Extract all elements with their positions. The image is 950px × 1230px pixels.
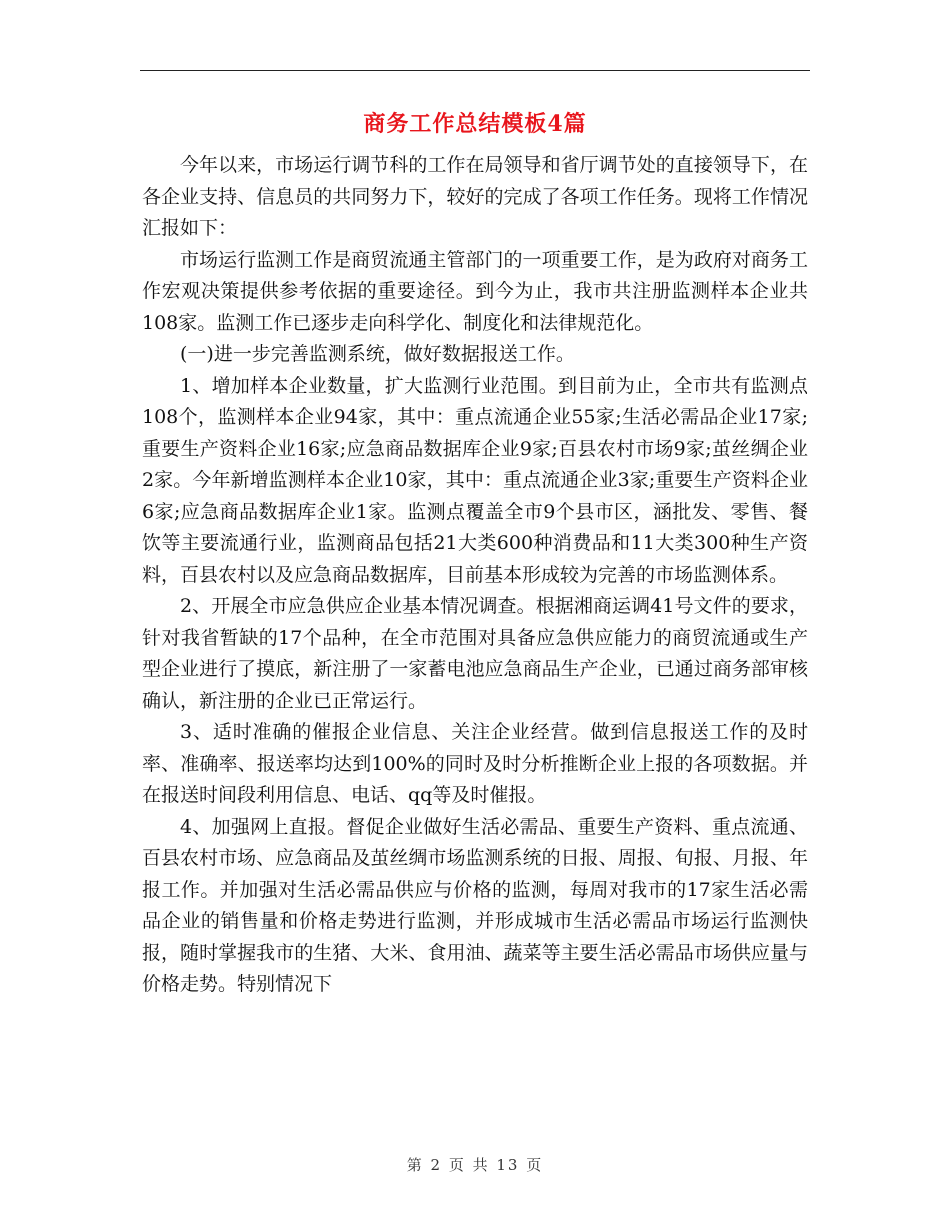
paragraph-monitoring-overview: 市场运行监测工作是商贸流通主管部门的一项重要工作，是为政府对商务工作宏观决策提供参考依据的重要途径。到今为止，我市共注册监测样本企业共108家。监测工作已逐步走向科学化、制度化和法律规范化。 xyxy=(142,248,808,334)
document-body xyxy=(142,150,808,1001)
paragraph-item-3: 3、适时准确的催报企业信息、关注企业经营。做到信息报送工作的及时率、准确率、报送率均达到100%的同时及时分析推断企业上报的各项数据。并在报送时间段利用信息、电话、qq等及时催报。 xyxy=(142,721,808,806)
document-title: 商务工作总结模板4篇 xyxy=(363,111,587,137)
paragraph-intro: 今年以来，市场运行调节科的工作在局领导和省厅调节处的直接领导下，在各企业支持、信息员的共同努力下，较好的完成了各项工作任务。现将工作情况汇报如下： xyxy=(142,154,808,239)
page-number: 第 2 页 共 13 页 xyxy=(406,1156,544,1174)
paragraph-item-4: 4、加强网上直报。督促企业做好生活必需品、重要生产资料、重点流通、百县农村市场、应急商品及茧丝绸市场监测系统的日报、周报、旬报、月报、年报工作。并加强对生活必需品供应与价格的监测，每周对我市的17家生活必需品企业的销售量和价格走势进行监测，并形成城市生活必需品市场运行监测快报，随时掌握我市的生猪、大米、食用油、蔬菜等主要生活必需品市场供应量与价格走势。特别情况下 xyxy=(142,815,808,995)
paragraph-item-2: 2、开展全市应急供应企业基本情况调查。根据湘商运调41号文件的要求，针对我省暂缺的17个品种，在全市范围对具备应急供应能力的商贸流通或生产型企业进行了摸底，新注册了一家蓄电池应急商品生产企业，已通过商务部审核确认，新注册的企业已正常运行。 xyxy=(142,595,808,712)
header-rule xyxy=(140,70,810,71)
paragraph-item-1: 1、增加样本企业数量，扩大监测行业范围。到目前为止，全市共有监测点108个，监测样本企业94家，其中：重点流通企业55家;生活必需品企业17家;重要生产资料企业16家;应急商品数据库企业9家;百县农村市场9家;茧丝绸企业2家。今年新增监测样本企业10家，其中：重点流通企业3家;重要生产资料企业6家;应急商品数据库企业1家。监测点覆盖全市9个县市区，涵批发、零售、餐饮等主要流通行业，监测商品包括21大类600种消费品和11大类300种生产资料，百县农村以及应急商品数据库，目前基本形成较为完善的市场监测体系。 xyxy=(142,374,808,586)
paragraph-section-heading: (一)进一步完善监测系统，做好数据报送工作。 xyxy=(180,343,575,365)
